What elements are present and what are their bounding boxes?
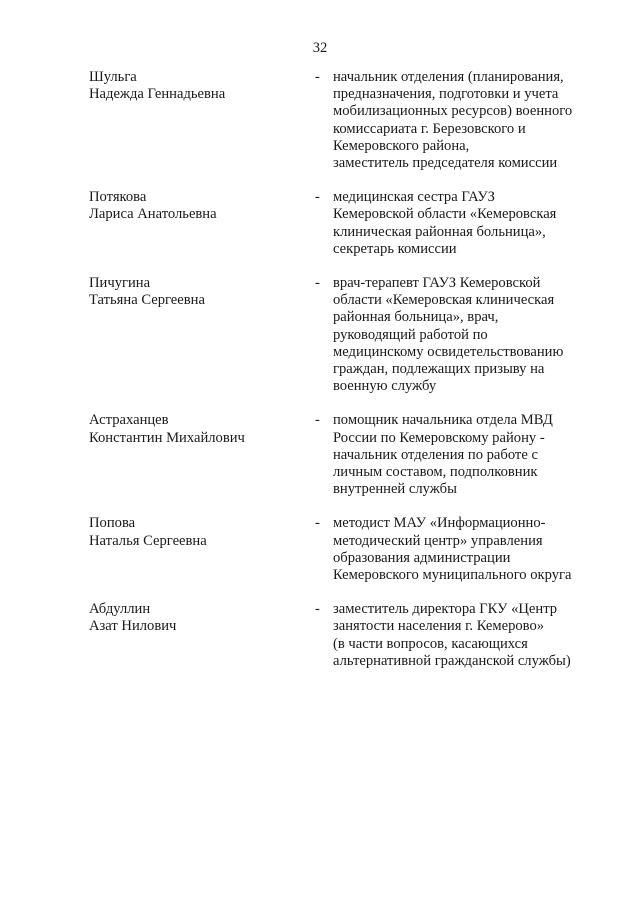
member-name [89, 69, 315, 103]
member-role: врач-терапевт ГАУЗ Кемеровской области «Кемеровская клиническая районная больница», врач, руководящий работой по медицинскому освидетельствованию граждан, подлежащих призыву на военную службу [333, 275, 564, 395]
member-entry [89, 275, 589, 395]
separator-dash: - [315, 275, 320, 292]
separator-dash: - [315, 601, 320, 618]
member-entry [89, 412, 589, 498]
member-name [89, 189, 315, 223]
member-entry [89, 69, 589, 172]
member-surname: Астраханцев [89, 412, 169, 429]
member-role: помощник начальника отдела МВД России по Кемеровскому району - начальник отделения по работе с личным составом, подполковник внутренней службы [333, 412, 553, 498]
member-name [89, 601, 315, 635]
member-given-names: Лариса Анатольевна [89, 206, 217, 223]
member-role: методист МАУ «Информационно- методический центр» управления образования администрации Кемеровского муниципального округа [333, 515, 572, 584]
member-role: медицинская сестра ГАУЗ Кемеровской области «Кемеровская клиническая районная больница», секретарь комиссии [333, 189, 557, 257]
member-entry [89, 189, 589, 258]
member-entry [89, 601, 589, 670]
member-name [89, 275, 315, 309]
member-entry [89, 515, 589, 584]
member-name [89, 412, 315, 446]
separator-dash: - [315, 412, 320, 429]
member-given-names: Константин Михайлович [89, 429, 245, 446]
page-number: 32 [312, 40, 328, 56]
separator-dash: - [315, 189, 320, 206]
member-surname: Потякова [89, 189, 147, 206]
commission-member-list [89, 69, 589, 670]
member-surname: Абдуллин [89, 601, 151, 618]
member-name [89, 515, 315, 549]
member-given-names: Татьяна Сергеевна [89, 292, 205, 309]
member-given-names: Надежда Геннадьевна [89, 86, 226, 103]
member-given-names: Азат Нилович [89, 618, 177, 635]
member-role: начальник отделения (планирования, предназначения, подготовки и учета мобилизационных ресурсов) военного комиссариата г. Березовского и Кемеровского района, заместитель председателя комиссии [333, 69, 573, 172]
member-surname: Пичугина [89, 275, 151, 292]
member-given-names: Наталья Сергеевна [89, 532, 207, 549]
member-surname: Шульга [89, 69, 137, 85]
member-role: заместитель директора ГКУ «Центр занятости населения г. Кемерово» (в части вопросов, касающихся альтернативной гражданской службы) [333, 601, 571, 669]
separator-dash: - [315, 515, 320, 532]
separator-dash: - [315, 69, 320, 85]
member-surname: Попова [89, 515, 136, 532]
